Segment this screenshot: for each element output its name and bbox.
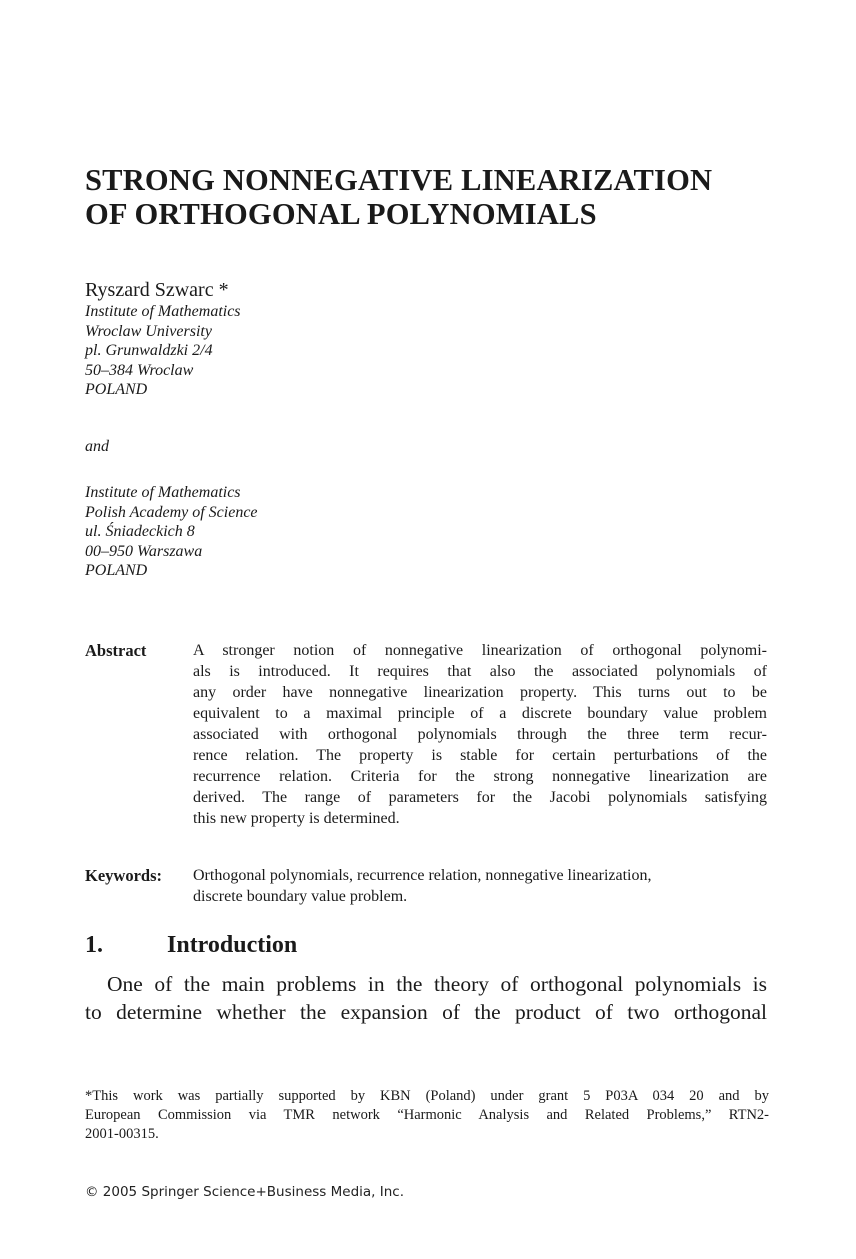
abstract-line: rence relation. The property is stable for certain perturbations of the (193, 747, 767, 764)
abstract-line: als is introduced. It requires that also the associated polynomials of (193, 663, 767, 680)
affiliation-line: ul. Śniadeckich 8 (85, 523, 195, 540)
abstract-line: A stronger notion of nonnegative linearization of orthogonal polynomi- (193, 642, 767, 659)
abstract-line: any order have nonnegative linearization property. This turns out to be (193, 684, 767, 701)
abstract-line: derived. The range of parameters for the Jacobi polynomials satisfying (193, 789, 767, 806)
footnote-line: 2001-00315. (85, 1126, 159, 1142)
title-line-1: STRONG NONNEGATIVE LINEARIZATION (85, 163, 713, 197)
affiliation-wroclaw (85, 302, 241, 400)
affiliation-warszawa (85, 483, 258, 581)
abstract-label: Abstract (85, 641, 147, 660)
section-title: Introduction (167, 932, 298, 958)
title-line-2: OF ORTHOGONAL POLYNOMIALS (85, 197, 597, 231)
affiliation-line: 50–384 Wroclaw (85, 361, 194, 379)
affiliation-line: Institute of Mathematics (85, 484, 241, 501)
keywords-line: discrete boundary value problem. (193, 888, 408, 905)
abstract-line: recurrence relation. Criteria for the strong nonnegative linearization are (193, 768, 767, 785)
intro-paragraph (85, 970, 767, 1026)
abstract-text (193, 640, 767, 829)
affiliation-line: Polish Academy of Science (85, 503, 258, 521)
footnote-line: European Commission via TMR network “Harmonic Analysis and Related Problems,” RTN2- (85, 1107, 769, 1123)
affiliation-line: Wroclaw University (85, 322, 212, 340)
keywords-line: Orthogonal polynomials, recurrence relation, nonnegative linearization, (193, 867, 652, 884)
section-number: 1. (85, 932, 103, 958)
affiliation-line: POLAND (85, 381, 148, 398)
affiliation-line: pl. Grunwaldzki 2/4 (85, 342, 213, 359)
footnote (85, 1087, 769, 1144)
affiliation-line: 00–950 Warszawa (85, 542, 203, 560)
keywords-text (193, 865, 767, 907)
abstract-line: equivalent to a maximal principle of a discrete boundary value problem (193, 705, 767, 722)
paper-title (85, 163, 805, 231)
keywords-label: Keywords: (85, 866, 162, 885)
affiliation-and: and (85, 438, 109, 455)
footnote-line: *This work was partially supported by KBN (Poland) under grant 5 P03A 034 20 and by (85, 1088, 769, 1104)
abstract-line: this new property is determined. (193, 810, 400, 827)
copyright-notice: © 2005 Springer Science+Business Media, Inc. (85, 1184, 404, 1200)
affiliation-line: POLAND (85, 562, 148, 579)
intro-line: One of the main problems in the theory of orthogonal polynomials is (107, 972, 767, 996)
intro-line: to determine whether the expansion of the product of two orthogonal (85, 1000, 767, 1024)
author-name: Ryszard Szwarc * (85, 279, 229, 301)
affiliation-line: Institute of Mathematics (85, 303, 241, 320)
abstract-line: associated with orthogonal polynomials through the three term recur- (193, 726, 767, 743)
